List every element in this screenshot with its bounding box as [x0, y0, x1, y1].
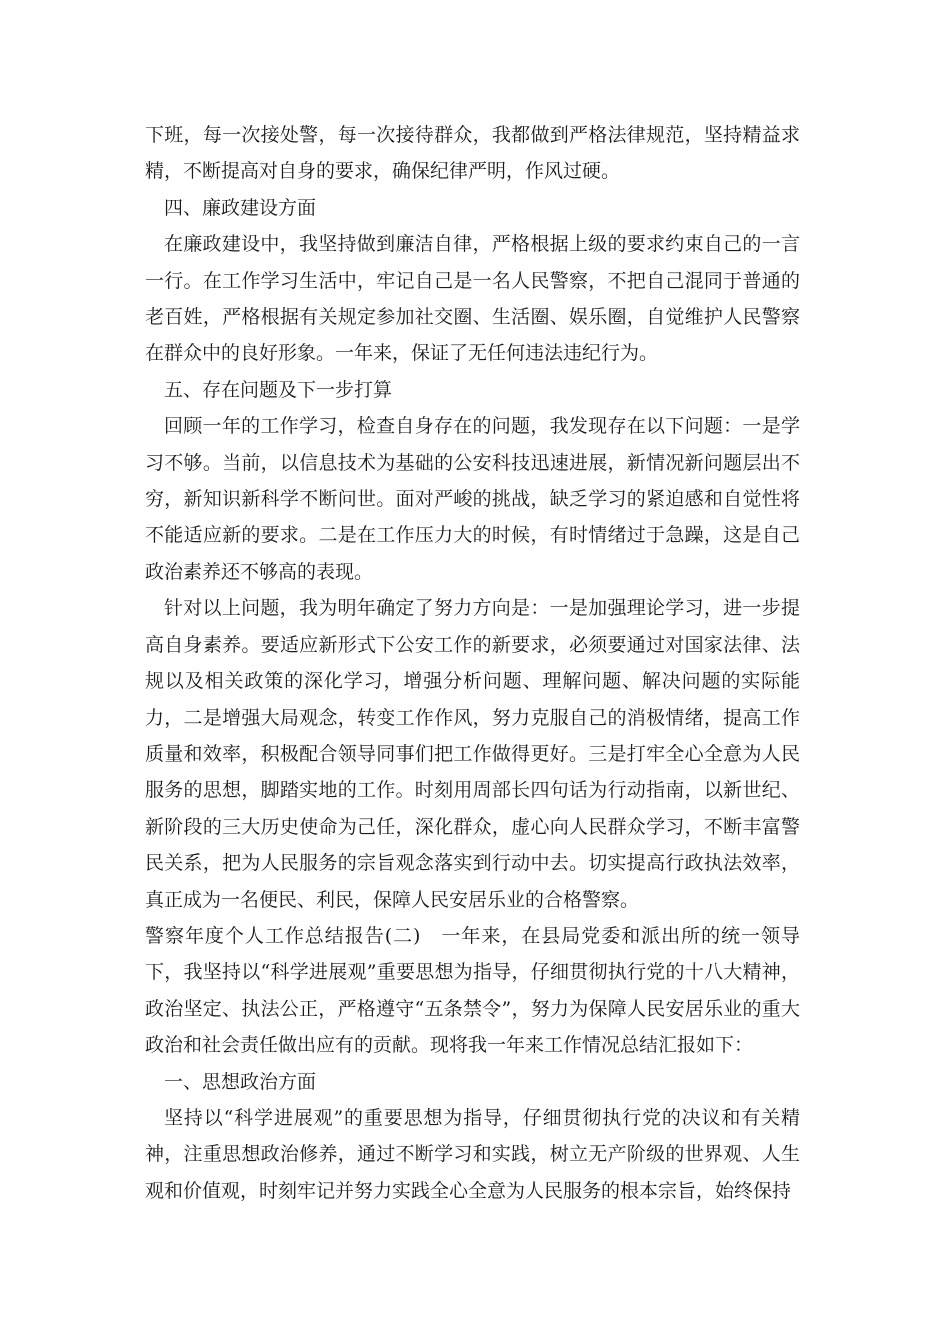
document-page: [145, 117, 800, 1209]
section-heading-integrity: 四、廉政建设方面: [164, 196, 317, 219]
body-paragraph: 坚持以“科学进展观”的重要思想为指导，仔细贯彻执行党的决议和有关精神，注重思想政治修养，通过不断学习和实践，树立无产阶级的世界观、人生观和价值观，时刻牢记并努力实践全心全意为人民服务的根本宗旨，始终保持: [145, 1106, 800, 1202]
body-paragraph: 回顾一年的工作学习，检查自身存在的问题，我发现存在以下问题：一是学习不够。当前，以信息技术为基础的公安科技迅速进展，新情况新问题层出不穷，新知识新科学不断问世。面对严峻的挑战，缺乏学习的紧迫感和自觉性将不能适应新的要求。二是在工作压力大的时候，有时情绪过于急躁，这是自己政治素养还不够高的表现。: [145, 415, 800, 583]
section-heading-problems: 五、存在问题及下一步打算: [164, 378, 393, 401]
report-two-intro-paragraph: 警察年度个人工作总结报告(二) 一年来，在县局党委和派出所的统一领导下，我坚持以“科学进展观”重要思想为指导，仔细贯彻执行党的十八大精神，政治坚定、执法公正，严格遵守“五条禁令”，努力为保障人民安居乐业的重大政治和社会责任做出应有的贡献。现将我一年来工作情况总结汇报如下：: [145, 924, 800, 1057]
body-paragraph: 在廉政建设中，我坚持做到廉洁自律，严格根据上级的要求约束自己的一言一行。在工作学习生活中，牢记自己是一名人民警察，不把自己混同于普通的老百姓，严格根据有关规定参加社交圈、生活圈、娱乐圈，自觉维护人民警察在群众中的良好形象。一年来，保证了无任何违法违纪行为。: [145, 233, 800, 365]
section-heading-ideology: 一、思想政治方面: [164, 1070, 317, 1093]
body-paragraph: 针对以上问题，我为明年确定了努力方向是：一是加强理论学习，进一步提高自身素养。要适应新形式下公安工作的新要求，必须要通过对国家法律、法规以及相关政策的深化学习，增强分析问题、理解问题、解决问题的实际能力，二是增强大局观念，转变工作作风，努力克服自己的消极情绪，提高工作质量和效率，积极配合领导同事们把工作做得更好。三是打牢全心全意为人民服务的思想，脚踏实地的工作。时刻用周部长四句话为行动指南，以新世纪、新阶段的三大历史使命为己任，深化群众，虚心向人民群众学习，不断丰富警民关系，把为人民服务的宗旨观念落实到行动中去。切实提高行政执法效率，真正成为一名便民、利民，保障人民安居乐业的合格警察。: [145, 597, 800, 911]
body-paragraph: 下班，每一次接处警，每一次接待群众，我都做到严格法律规范，坚持精益求精，不断提高对自身的要求，确保纪律严明，作风过硬。: [145, 124, 800, 183]
